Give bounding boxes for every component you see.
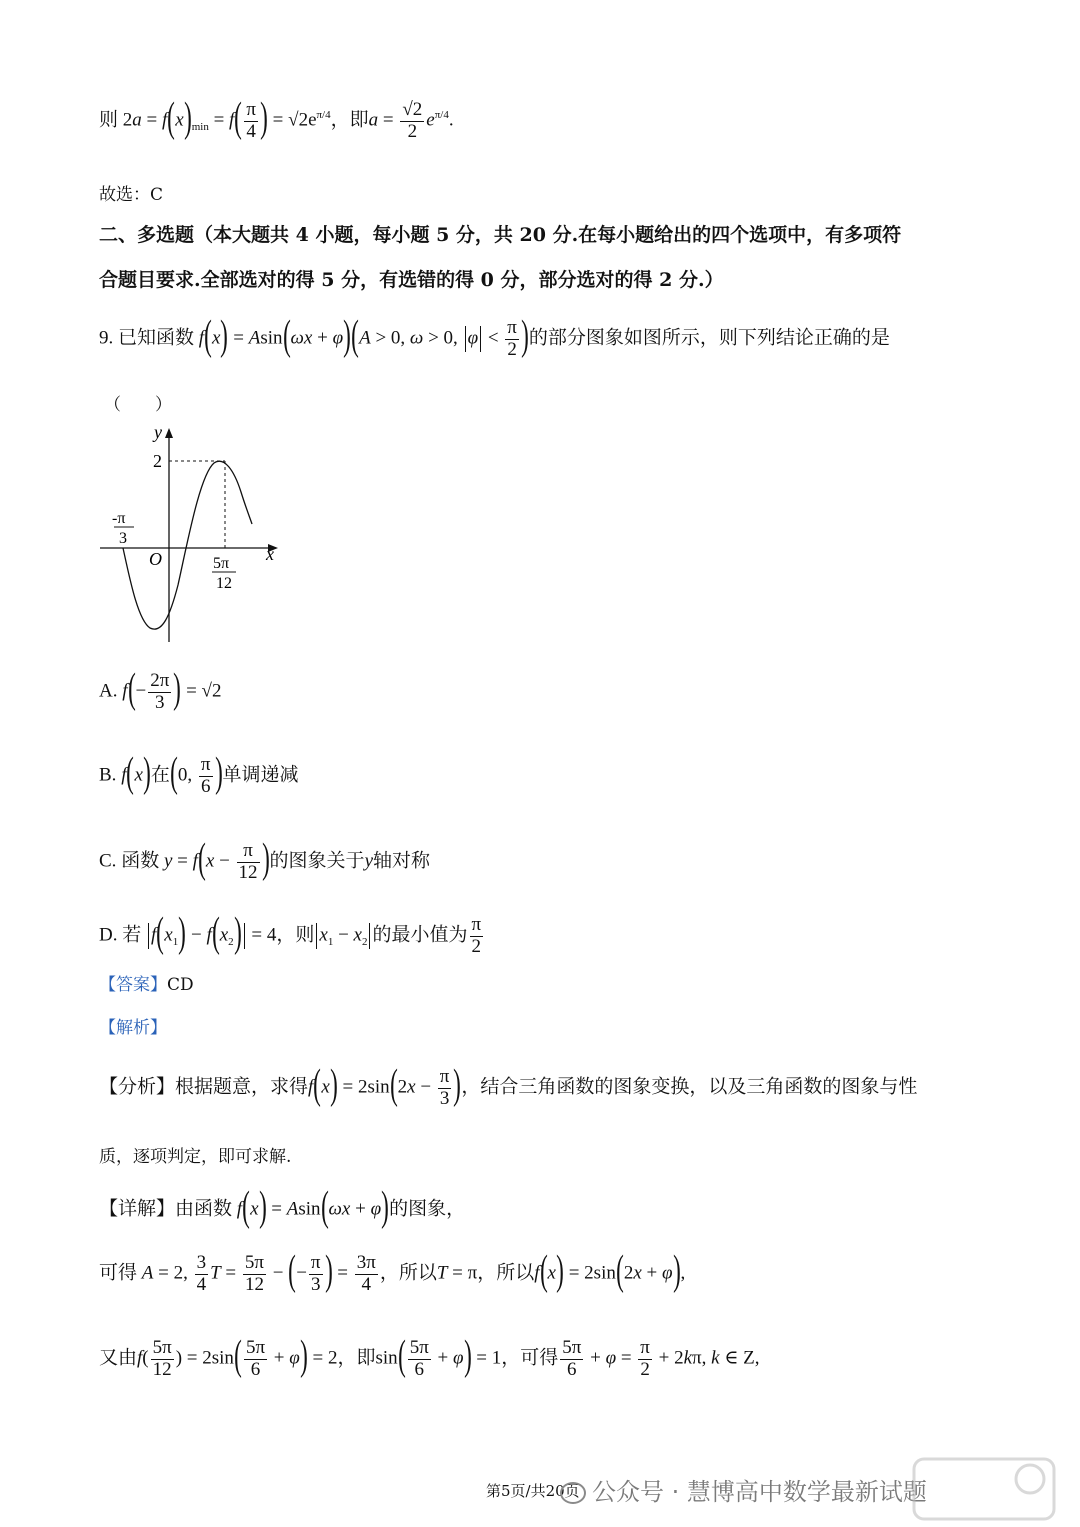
option-d: D. 若 $f(x_1) - f(x_2) = 4$，则 $x_1 - x_2$ 的最小值为 $\frac{\pi}{2}$ [99, 910, 482, 957]
analysis-label: 【解析】 [99, 1018, 167, 1038]
xiangjie-line2-mid: ，所以 [379, 1262, 437, 1284]
option-b-end: 单调递减 [222, 764, 299, 786]
xiangjie-line2-lead: 可得 [99, 1262, 138, 1284]
section-heading-line1: 二、多选题（本大题共 4 小题，每小题 5 分，共 20 分.在每小题给出的四个选项中，有多项符 [99, 224, 902, 246]
option-a-label: A. [99, 680, 118, 702]
option-b-label: B. [99, 764, 117, 786]
xiangjie-line2-mid2: ，所以 [477, 1262, 535, 1284]
y-axis-label: y [154, 422, 162, 442]
watermark-label: 公众号 · 慧博高中数学最新试题 [592, 1478, 927, 1506]
option-d-mid: ，则 [276, 924, 315, 946]
formula-prefix: 则 [99, 109, 119, 131]
answer-label: 【答案】 [99, 975, 167, 995]
option-b: B. f(x)在(0, $\frac{\pi}{6}$ )单调递减 [99, 750, 299, 797]
xiangjie-line3: 又由f( $\frac{5\pi}{12}$ ) = 2sin( $\frac{5\pi}{6}$ + φ) = 2，即sin( $\frac{5\pi}{6}$ + φ) = 1，可得 $\frac{5\pi}{6}$ + φ = $\frac{\pi}{2}$ + 2kπ, k ∈ Z, [99, 1333, 760, 1380]
option-b-mid: 在 [150, 764, 170, 786]
answer-blank: （ ） [104, 395, 172, 415]
xiangjie-line3-mid: ，即 [337, 1347, 376, 1369]
question-number: 9. [99, 327, 114, 349]
xiangjie-text2: 的图象， [389, 1198, 466, 1220]
question-tail: 的部分图象如图所示，则下列结论正确的是 [528, 327, 890, 349]
option-d-label: D. [99, 924, 118, 946]
question-9-stem: 9. 已知函数 f(x) = Asin(ωx + φ)(A > 0, ω > 0, φ < $\frac{\pi}{2}$ )的部分图象如图所示，则下列结论正确的是 [99, 313, 890, 360]
watermark-text [560, 1472, 927, 1507]
neg-tick-numerator: -π [112, 510, 126, 527]
fenxi-text1: 根据题意，求得 [175, 1076, 309, 1098]
xiangjie-line3-lead: 又由 [99, 1347, 138, 1369]
pos-tick-denominator: 12 [216, 575, 232, 592]
formula-mid: ，即 [330, 109, 369, 131]
fenxi-text2: ，结合三角函数的图象变换，以及三角函数的图象与性 [461, 1076, 918, 1098]
xiangjie-line2: 可得 A = 2, $\frac{3}{4}$ T = $\frac{5\pi}{12}$ − (− $\frac{\pi}{3}$ ) = $\frac{3\pi}{4}$ ，所以T = π，所以f(x) = 2sin(2x + φ), [99, 1248, 686, 1295]
option-d-end: 的最小值为 [372, 924, 468, 946]
answer-value: CD [167, 975, 194, 995]
x-axis-label: x [266, 544, 274, 564]
option-c-label: C. [99, 850, 117, 872]
sine-curve [123, 461, 252, 629]
fenxi-line2: 质，逐项判定，即可求解. [99, 1147, 292, 1167]
neg-tick-denominator: 3 [119, 530, 127, 547]
xiangjie-label: 【详解】 [99, 1198, 176, 1220]
question-lead: 已知函数 [118, 327, 195, 349]
origin-label: O [149, 549, 162, 569]
section-heading-line2: 合题目要求.全部选对的得 5 分，有选错的得 0 分，部分选对的得 2 分.） [99, 269, 724, 291]
fenxi-label: 【分析】 [99, 1076, 176, 1098]
fenxi-line: 【分析】根据题意，求得f(x) = 2sin(2x − $\frac{\pi}{3}$ )，结合三角函数的图象变换，以及三角函数的图象与性 [99, 1062, 918, 1109]
formula-end: . [448, 109, 454, 131]
sine-graph [96, 420, 296, 650]
page-number: 第5页/共20页 [486, 1482, 580, 1500]
option-d-lead: 若 [122, 924, 142, 946]
option-c-end: 的图象关于 [269, 850, 365, 872]
option-a: A. f(− $\frac{2\pi}{3}$ ) = √2 [99, 666, 222, 713]
answer-line [99, 970, 194, 995]
wechat-icon [560, 1482, 586, 1504]
option-c-lead: 函数 [121, 850, 160, 872]
xiangjie-text1: 由函数 [175, 1198, 233, 1220]
option-c-axis: y [364, 850, 373, 872]
pos-tick-numerator: 5π [213, 555, 230, 572]
y-tick-label: 2 [153, 451, 162, 471]
xiangjie-line1: 【详解】由函数 f(x) = Asin(ωx + φ)的图象， [99, 1184, 466, 1230]
option-c: C. 函数 y = f(x − $\frac{\pi}{12}$ )的图象关于y轴对称 [99, 836, 431, 883]
y-axis-arrow [165, 428, 173, 438]
xiangjie-line3-mid2: ，可得 [501, 1347, 559, 1369]
option-c-tail: 轴对称 [373, 850, 431, 872]
choice-answer: 故选：C [99, 185, 164, 205]
watermark-logo-icon [910, 1455, 1060, 1525]
formula-min-line: 则 $2a = f(x)_{min} = f$( $\frac{\pi}{4}$ ) = $√2e^{\pi/4}$，即a = $\frac{√2}{2}$ $e^{\pi/4}$. [99, 95, 454, 142]
